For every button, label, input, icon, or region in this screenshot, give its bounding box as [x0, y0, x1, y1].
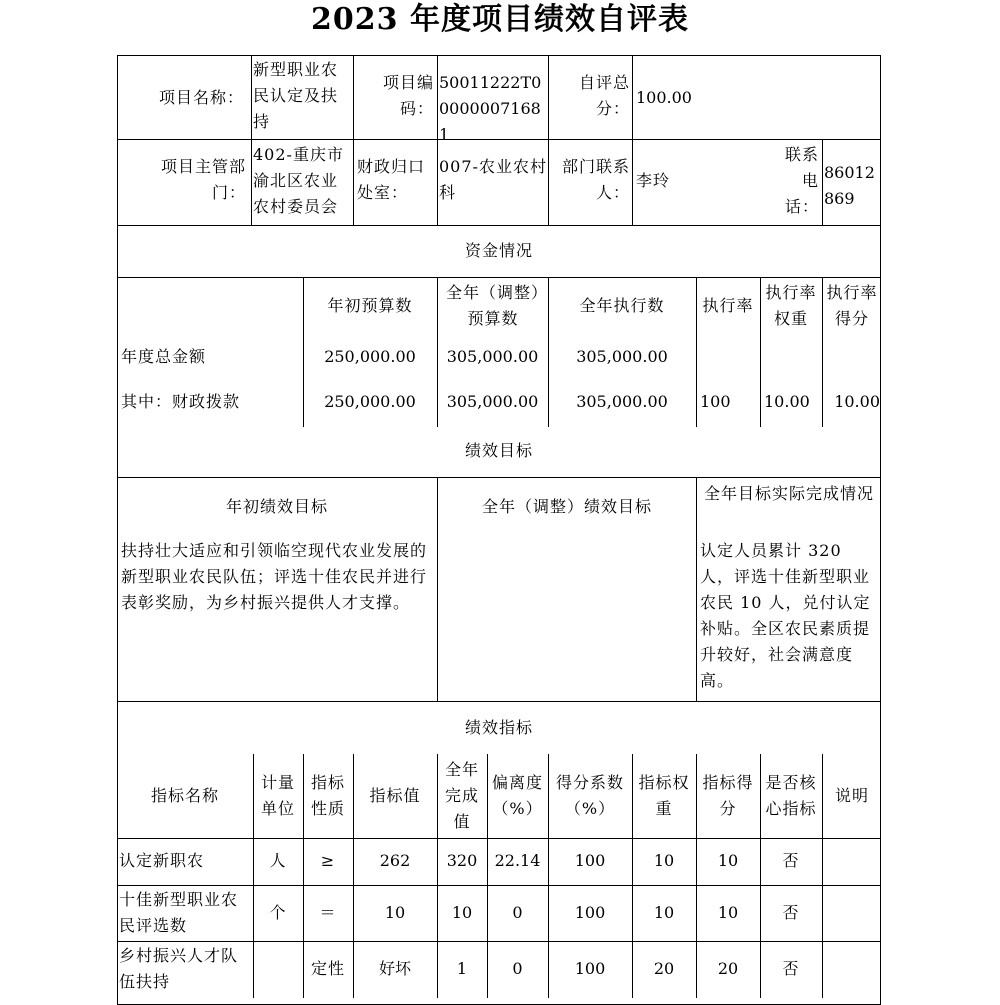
- ind-score: 10: [717, 903, 739, 922]
- row-divider: [117, 225, 881, 226]
- self-score-label: 自评总分：: [578, 73, 630, 118]
- table-row: [117, 839, 881, 885]
- col-divider: [632, 55, 633, 225]
- funds-cell: 250,000.00: [324, 392, 416, 411]
- ind-deviation: 0: [512, 959, 523, 978]
- self-score: 100.00: [636, 88, 692, 107]
- ind-nature: ≥: [320, 851, 336, 870]
- ind-actual: 1: [456, 959, 468, 978]
- row-divider: [117, 477, 881, 478]
- contact: 李玲: [636, 171, 671, 190]
- ind-header-deviation: 偏离度（%）: [491, 773, 543, 818]
- ind-header-coef: 得分系数（%）: [555, 773, 624, 818]
- col-divider: [696, 477, 697, 701]
- funds-cell: 10.00: [764, 392, 810, 411]
- ind-weight: 10: [653, 851, 675, 870]
- ind-value: 10: [384, 903, 406, 922]
- goals-adjusted-header: 全年（调整）绩效目标: [481, 497, 652, 516]
- ind-weight: 20: [653, 959, 675, 978]
- ind-header-unit: 计量单位: [260, 773, 295, 818]
- funds-header-executed: 全年执行数: [579, 296, 665, 315]
- funds-cell: 305,000.00: [446, 347, 539, 366]
- funds-cell: 305,000.00: [576, 392, 668, 411]
- goals-actual-text: 认定人员累计 320 人，评选十佳新型职业农民 10 人，兑付认定补贴。全区农民素质提升较好，社会满意度高。: [700, 541, 871, 690]
- phone: 86012869: [824, 163, 875, 208]
- funds-section-title: 资金情况: [464, 241, 533, 260]
- table-row: [117, 886, 881, 941]
- funds-row-label: 年度总金额: [121, 347, 207, 366]
- table-row: [117, 942, 881, 998]
- funds-row-label: 其中：财政拨款: [121, 392, 241, 411]
- ind-deviation: 22.14: [494, 851, 541, 870]
- goals-initial-text: 扶持壮大适应和引领临空现代农业发展的新型职业农民队伍；评选十佳农民并进行表彰奖励，为乡村振兴提供人才支撑。: [121, 541, 428, 612]
- ind-coef: 100: [574, 903, 606, 922]
- ind-header-value: 指标值: [369, 786, 421, 805]
- col-divider: [303, 277, 304, 427]
- funds-cell: 100: [700, 392, 731, 411]
- funds-header-weight: 执行率权重: [765, 283, 817, 328]
- contact-label: 部门联系人：: [561, 157, 630, 202]
- funds-header-adjusted: 全年（调整）预算数: [445, 283, 540, 328]
- ind-header-actual: 全年完成值: [444, 760, 479, 831]
- ind-nature: 定性: [310, 959, 345, 978]
- funds-header-initial: 年初预算数: [327, 296, 413, 315]
- goals-section-title: 绩效目标: [464, 441, 533, 460]
- col-divider: [251, 55, 252, 225]
- ind-name: 认定新职农: [119, 851, 205, 870]
- col-divider: [548, 55, 549, 225]
- project-code: 50011222T000000071681: [439, 73, 542, 144]
- ind-core: 否: [782, 851, 800, 870]
- ind-header-core: 是否核心指标: [765, 773, 817, 818]
- project-code-label: 项目编码：: [382, 73, 434, 118]
- project-name: 新型职业农民认定及扶持: [253, 60, 339, 131]
- ind-name: 十佳新型职业农民评选数: [119, 890, 239, 935]
- col-divider: [437, 277, 438, 427]
- dept: 402-重庆市渝北区农业农村委员会: [253, 145, 344, 216]
- project-name-label: 项目名称：: [158, 88, 244, 107]
- ind-name: 乡村振兴人才队伍扶持: [119, 946, 239, 991]
- ind-deviation: 0: [512, 903, 523, 922]
- ind-value: 262: [379, 851, 411, 870]
- goals-initial-header: 年初绩效目标: [225, 497, 328, 516]
- finance: 007-农业农村科: [439, 157, 547, 202]
- col-divider: [822, 277, 823, 427]
- funds-header-score: 执行率得分: [826, 283, 878, 328]
- finance-label: 财政归口处室：: [357, 157, 426, 202]
- funds-cell: 305,000.00: [446, 392, 539, 411]
- ind-coef: 100: [574, 959, 606, 978]
- col-divider: [696, 277, 697, 427]
- indicators-section-title: 绩效指标: [464, 718, 533, 737]
- ind-coef: 100: [574, 851, 606, 870]
- ind-value: 好坏: [378, 959, 411, 978]
- dept-label: 项目主管部门：: [160, 157, 246, 202]
- ind-header-score: 指标得分: [702, 773, 754, 818]
- ind-nature: ＝: [319, 903, 337, 922]
- ind-unit: 个: [269, 903, 287, 922]
- funds-cell: 10.00: [834, 392, 880, 411]
- col-divider: [353, 55, 354, 225]
- funds-cell: 305,000.00: [576, 347, 668, 366]
- col-divider: [760, 277, 761, 427]
- ind-actual: 10: [451, 903, 473, 922]
- ind-unit: 人: [269, 851, 287, 870]
- col-divider: [437, 477, 438, 701]
- col-divider: [822, 139, 823, 225]
- ind-header-note: 说明: [834, 786, 869, 805]
- ind-header-weight: 指标权重: [638, 773, 690, 818]
- goals-actual-header: 全年目标实际完成情况: [703, 484, 874, 503]
- ind-score: 10: [717, 851, 739, 870]
- ind-score: 20: [717, 959, 739, 978]
- ind-actual: 320: [446, 851, 478, 870]
- page-title: 2023 年度项目绩效自评表: [311, 2, 689, 37]
- funds-cell: 250,000.00: [324, 347, 416, 366]
- ind-header-nature: 指标性质: [310, 773, 345, 818]
- col-divider: [548, 277, 549, 427]
- row-divider: [117, 701, 881, 702]
- row-divider: [117, 277, 881, 278]
- ind-core: 否: [782, 903, 800, 922]
- funds-header-rate: 执行率: [702, 296, 754, 315]
- col-divider: [437, 55, 438, 225]
- ind-header-name: 指标名称: [150, 786, 219, 805]
- ind-weight: 10: [653, 903, 675, 922]
- phone-label: 联系电话：: [784, 145, 819, 216]
- ind-core: 否: [782, 959, 800, 978]
